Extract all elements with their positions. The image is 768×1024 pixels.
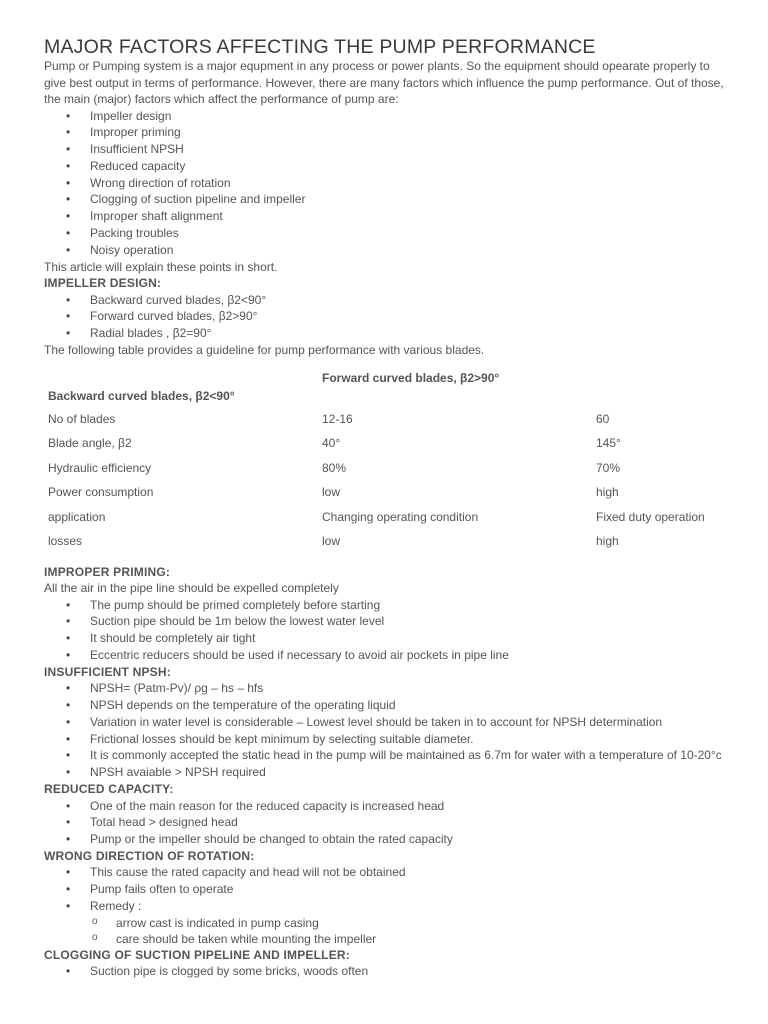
npsh-list bbox=[44, 680, 734, 781]
table-row bbox=[44, 456, 734, 481]
list-item: • Radial blades , β2=90° bbox=[66, 325, 734, 342]
impeller-list bbox=[44, 292, 734, 342]
table-row bbox=[44, 431, 734, 456]
remedy-sublist bbox=[44, 915, 734, 947]
table-header-row bbox=[44, 365, 734, 407]
list-item: • It is commonly accepted the static head in the pump will be maintained as 6.7m for water with a temperature of 10-20°c bbox=[66, 747, 734, 764]
list-item: • Total head > designed head bbox=[66, 814, 734, 831]
table-cell: 40° bbox=[322, 436, 341, 451]
improper-priming-heading: IMPROPER PRIMING: bbox=[44, 564, 171, 579]
priming-intro: All the air in the pipe line should be expelled completely bbox=[44, 581, 339, 596]
table-header-cell bbox=[592, 365, 734, 407]
capacity-list bbox=[44, 798, 734, 848]
list-item: • Backward curved blades, β2<90° bbox=[66, 292, 734, 309]
wrong-rotation-heading: WRONG DIRECTION OF ROTATION: bbox=[44, 848, 255, 863]
list-item: • One of the main reason for the reduced capacity is increased head bbox=[66, 798, 734, 815]
table-cell: low bbox=[322, 534, 341, 549]
table-row bbox=[44, 407, 734, 432]
table-cell: No of blades bbox=[48, 411, 116, 426]
document-page bbox=[44, 36, 734, 980]
table-cell: Fixed duty operation bbox=[596, 509, 705, 524]
list-item: • Pump or the impeller should be changed to obtain the rated capacity bbox=[66, 831, 734, 848]
article-note: This article will explain these points in short. bbox=[44, 259, 278, 274]
list-item: • Suction pipe is clogged by some bricks, woods often bbox=[66, 963, 734, 980]
table-cell: Blade angle, β2 bbox=[48, 436, 132, 451]
list-item: • Forward curved blades, β2>90° bbox=[66, 308, 734, 325]
clogging-heading: CLOGGING OF SUCTION PIPELINE AND IMPELLER: bbox=[44, 947, 350, 962]
list-item: • The pump should be primed completely before starting bbox=[66, 597, 734, 614]
table-cell: 12-16 bbox=[322, 411, 353, 426]
table-row bbox=[44, 480, 734, 505]
page-title: MAJOR FACTORS AFFECTING THE PUMP PERFORMANCE bbox=[44, 36, 596, 58]
table-cell: 145° bbox=[596, 436, 621, 451]
table-cell: Power consumption bbox=[48, 485, 154, 500]
table-cell: 60 bbox=[596, 411, 610, 426]
list-item: • Packing troubles bbox=[66, 225, 734, 242]
list-item: • Improper shaft alignment bbox=[66, 208, 734, 225]
list-item: • Eccentric reducers should be used if necessary to avoid air pockets in pipe line bbox=[66, 647, 734, 664]
list-item: • Frictional losses should be kept minimum by selecting suitable diameter. bbox=[66, 731, 734, 748]
blade-performance-table bbox=[44, 365, 734, 554]
list-item: • Variation in water level is considerable – Lowest level should be taken in to account for NPSH determination bbox=[66, 714, 734, 731]
table-cell: low bbox=[322, 485, 341, 500]
list-item: • Pump fails often to operate bbox=[66, 881, 734, 898]
list-item: • This cause the rated capacity and head will not be obtained bbox=[66, 864, 734, 881]
table-cell: 70% bbox=[596, 460, 621, 475]
list-item: • It should be completely air tight bbox=[66, 630, 734, 647]
table-header-cell: Forward curved blades, β2>90° bbox=[322, 370, 500, 385]
clogging-list bbox=[44, 963, 734, 980]
table-cell: 80% bbox=[322, 460, 347, 475]
list-item: • Noisy operation bbox=[66, 242, 734, 259]
table-row bbox=[44, 529, 734, 554]
list-item: • Remedy : bbox=[66, 898, 734, 915]
table-cell: application bbox=[48, 509, 106, 524]
list-item: • Insufficient NPSH bbox=[66, 141, 734, 158]
list-item: • Reduced capacity bbox=[66, 158, 734, 175]
reduced-capacity-heading: REDUCED CAPACITY: bbox=[44, 782, 174, 797]
list-item: • NPSH avaiable > NPSH required bbox=[66, 764, 734, 781]
table-cell: Changing operating condition bbox=[322, 509, 479, 524]
table-row bbox=[44, 505, 734, 530]
insufficient-npsh-heading: INSUFFICIENT NPSH: bbox=[44, 664, 171, 679]
list-item: • NPSH depends on the temperature of the operating liquid bbox=[66, 697, 734, 714]
table-cell: losses bbox=[48, 534, 83, 549]
list-item: • Impeller design bbox=[66, 108, 734, 125]
list-item: • Clogging of suction pipeline and impeller bbox=[66, 191, 734, 208]
impeller-design-heading: IMPELLER DESIGN: bbox=[44, 276, 162, 291]
table-cell: high bbox=[596, 485, 619, 500]
table-header-cell: Backward curved blades, β2<90° bbox=[48, 388, 235, 403]
table-cell: Hydraulic efficiency bbox=[48, 460, 152, 475]
list-item: • NPSH= (Patm-Pv)/ ρg – hs – hfs bbox=[66, 680, 734, 697]
list-item: • Wrong direction of rotation bbox=[66, 175, 734, 192]
rotation-list bbox=[44, 864, 734, 914]
table-intro: The following table provides a guideline for pump performance with various blades. bbox=[44, 343, 485, 358]
table-cell: high bbox=[596, 534, 619, 549]
intro-paragraph: Pump or Pumping system is a major equpment in any process or power plants. So the equipment should opearate properly to give best output in terms of performance. However, there are many factors which influence the pump performance. Out of those, the main (major) factors which affect the performance of pump are: bbox=[44, 59, 724, 106]
priming-list bbox=[44, 597, 734, 664]
sub-list-item: o arrow cast is indicated in pump casing bbox=[92, 915, 734, 931]
sub-list-item: o care should be taken while mounting the impeller bbox=[92, 931, 734, 947]
list-item: • Suction pipe should be 1m below the lowest water level bbox=[66, 613, 734, 630]
factors-list bbox=[44, 108, 734, 259]
list-item: • Improper priming bbox=[66, 124, 734, 141]
